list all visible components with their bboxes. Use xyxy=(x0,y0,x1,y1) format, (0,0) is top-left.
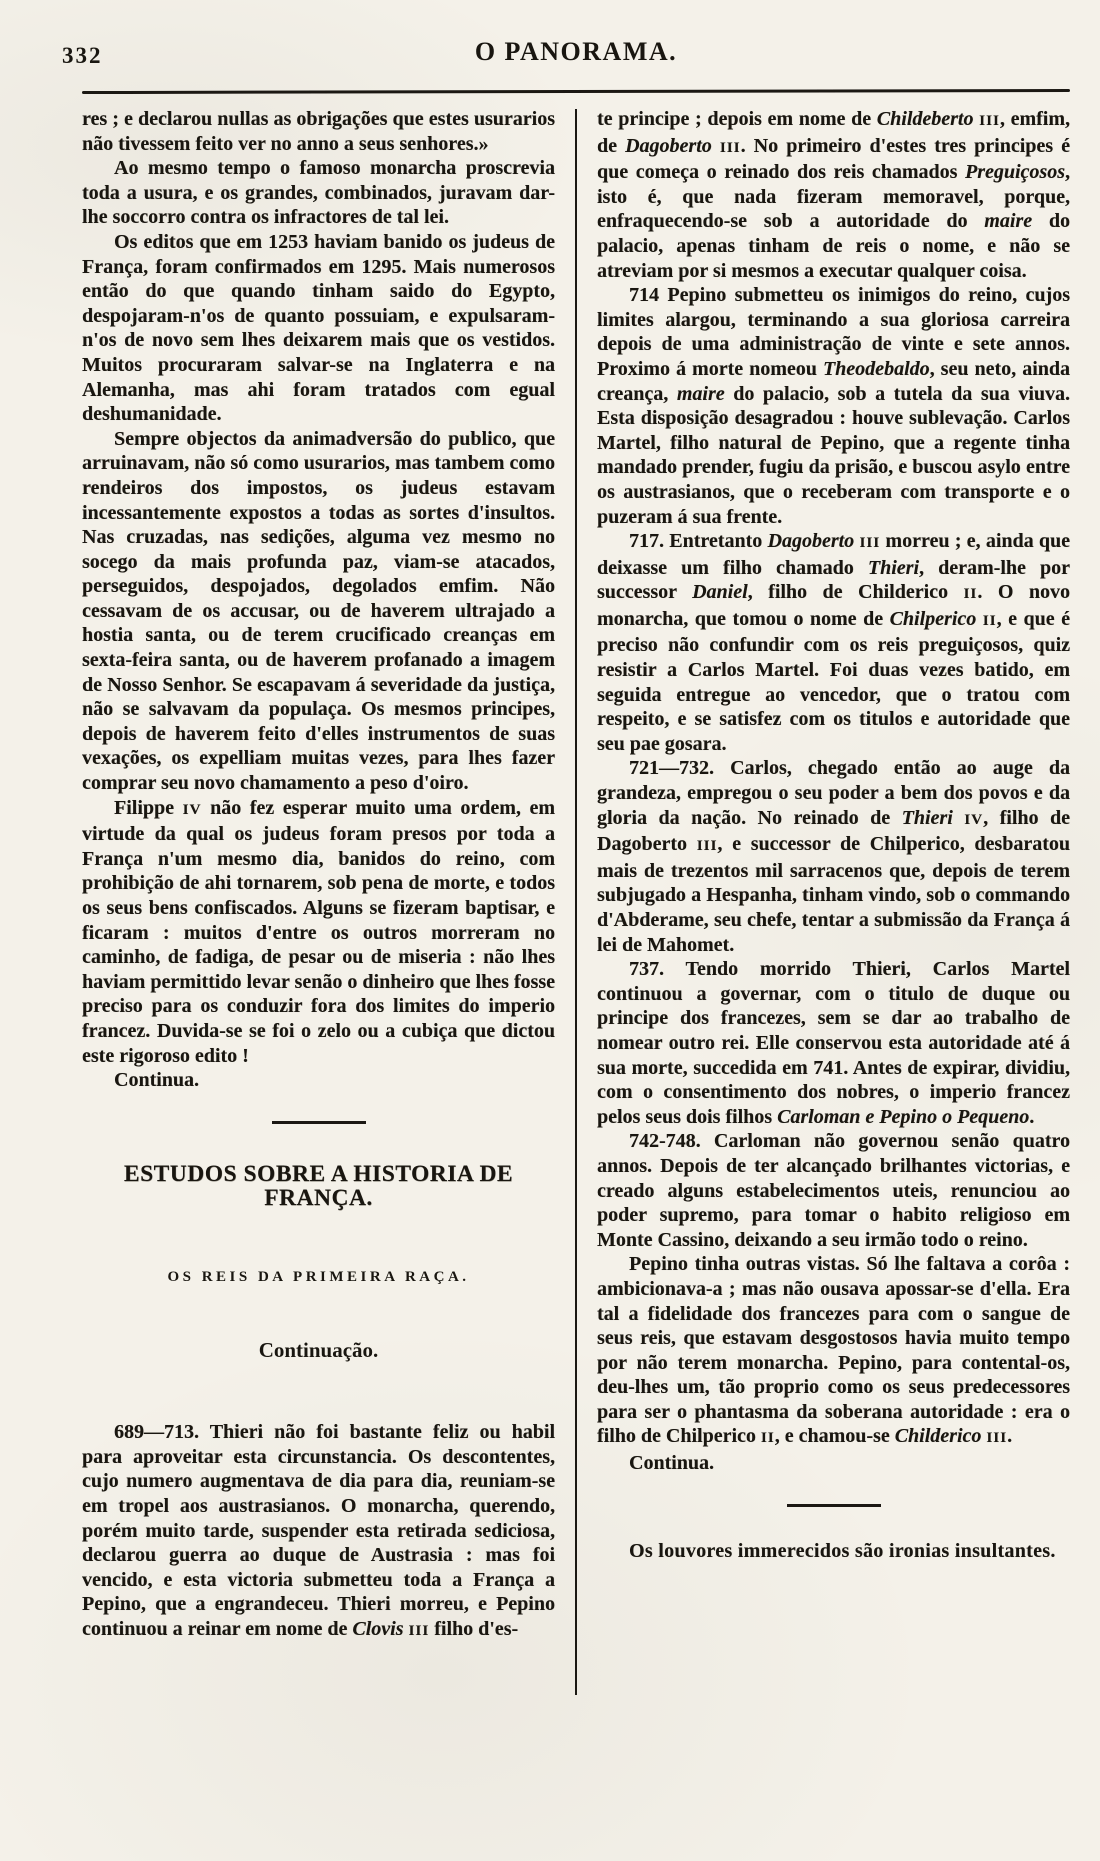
roman-numeral: III xyxy=(979,112,1000,129)
italic-text: Thieri xyxy=(901,806,953,829)
text-run: Ao mesmo tempo o famoso monarcha proscrevia toda a usura, e os grandes, combinados, juravam dar-lhe soccorro contra os infractores de tal lei. xyxy=(82,157,555,229)
text-run xyxy=(953,807,964,829)
text-run: , e chamou-se xyxy=(774,1425,895,1448)
section-subtitle: OS REIS DA PRIMEIRA RAÇA. xyxy=(167,1268,470,1285)
text-run: 721—732. Carlos, chegado então ao auge da grandeza, empregou o seu poder a bem dos povos e da gloria da nação. No reinado de xyxy=(597,757,1070,829)
italic-text: Childerico xyxy=(894,1425,982,1448)
text-run: . O novo monarcha, que tomou o nome de xyxy=(597,581,1070,630)
left-column xyxy=(82,107,555,1643)
text-columns xyxy=(82,107,1070,1643)
text-run: 714 Pepino submetteu os inimigos do reino, cujos limites alargou, terminando a sua gloriosa carreira depois de uma administração de vinte e sete annos. Proximo á morte nomeou xyxy=(597,284,1070,380)
italic-text: Carloman e Pepino o Pequeno xyxy=(777,1105,1030,1128)
roman-numeral: III xyxy=(986,1429,1008,1447)
italic-text: Daniel xyxy=(692,581,748,604)
italic-text: Theodebaldo xyxy=(822,357,930,380)
section-title: ESTUDOS SOBRE A HISTORIA DE FRANÇA. xyxy=(123,1160,514,1212)
section-divider-rule xyxy=(787,1504,881,1507)
italic-text: Dagoberto xyxy=(625,134,712,157)
roman-numeral: IV xyxy=(964,810,984,828)
italic-text: Thieri xyxy=(867,556,920,579)
text-run: 737. Tendo morrido Thieri, Carlos Martel continuou a governar, com o titulo de duque ou principe dos francezes, sem se dar ao trabalho de nomear outro rei. Elle conservou esta autoridade até á sua morte, succedida em 741. Antes de expirar, dividiu, com o consentimento dos nobres, o imperio francez pelos seus dois filhos xyxy=(597,958,1070,1128)
text-run: Filippe xyxy=(114,796,183,819)
continua-note: Continua. xyxy=(114,1069,200,1092)
text-run: 742-748. Carloman não governou senão quatro annos. Depois de ter alcançado brilhantes victorias, e creado alguns estabelecimentos uteis, renunciou ao poder supremo, para tomar o habito religioso em Monte Cassino, deixando a seu irmão todo o reino. xyxy=(597,1130,1070,1251)
text-run: morreu ; e, ainda que deixasse um filho chamado xyxy=(597,530,1071,579)
text-run: Sempre objectos da animadversão do publico, que arruinavam, não só como usurarios, mas tambem como rendeiros dos impostos, os judeus estavam incessantemente expostos a todas as sortes d'insultos. Nas cruzadas, nas sedições, alguma vez mesmo no socego da mais profunda paz, viam-se atacados, perseguidos, despojados, degolados emfim. Não cessavam de os accusar, ou de haverem ultrajado a hostia santa, ou de terem crucificado creanças em sexta-feira santa, ou de haverem profanado a imagem de Nosso Senhor. Se escapavam á severidade da justiça, não se salvavam da populaça. Os mesmos principes, depois de haverem feito d'elles instrumentos de suas vexações, os expelliam muitas vezes, para lhes fazer comprar seu novo chamamento a peso d'oiro. xyxy=(82,427,555,795)
page-header xyxy=(62,26,1070,78)
right-column xyxy=(597,107,1070,1643)
roman-numeral: II xyxy=(963,585,978,603)
italic-text: Chilperico xyxy=(889,607,977,630)
italic-text: Preguiçosos xyxy=(965,161,1065,184)
italic-text: Clovis xyxy=(352,1617,404,1640)
italic-text: Dagoberto xyxy=(767,530,855,553)
text-run: , deram-lhe por successor xyxy=(597,556,1070,604)
italic-text: maire xyxy=(984,210,1033,233)
italic-text: maire xyxy=(676,382,725,405)
roman-numeral: III xyxy=(408,1621,430,1639)
page-number: 332 xyxy=(62,43,103,68)
roman-numeral: II xyxy=(760,1429,775,1447)
italic-text: Childeberto xyxy=(876,108,974,130)
text-run: , e successor de Chilperico, desbaratou mais de trezentos mil sarracenos que, depois de terem subjugado a Hespanha, tinham vindo, sob o commando d'Abderame, seu chefe, tentar a submissão da França á lei de Mahomet. xyxy=(597,833,1070,956)
text-run: , e que é preciso não confundir com os reis preguiçosos, quiz resistir a Carlos Martel. Foi duas vezes batido, em seguida entregue ao vencedor, que o tratou com respeito, e se satisfez com os titulos e autoridade que seu pae gosara. xyxy=(597,607,1070,755)
page-title: O PANORAMA. xyxy=(474,37,678,66)
roman-numeral: IV xyxy=(182,800,202,818)
text-run: , isto é, que nada fizeram memoravel, porque, enfraquecendo-se sob a autoridade do xyxy=(597,161,1070,233)
text-run: do palacio, sob a tutela da sua viuva. Esta disposição desagradou : houve sublevação. Carlos Martel, filho natural de Pepino, que a regente tinha mandado prender, fugiu da prisão, e buscou asylo entre os austrasianos, que o receberam com transporte e o puzeram á sua frente. xyxy=(597,382,1070,528)
text-run: . xyxy=(1007,1425,1013,1448)
text-run: 717. Entretanto xyxy=(629,530,768,553)
paragraph xyxy=(82,230,555,427)
paragraph xyxy=(597,756,1070,957)
text-run: Pepino tinha outras vistas. Só lhe faltava a corôa : ambicionava-a ; mas não ousava apossar-se d'ella. Era tal a fidelidade dos francezes para com o sangue de seus reis, que estavam desgostosos havia muito tempo por não terem monarcha. Pepino, para contental-os, deu-lhes um, tão proprio como os seus predecessores para ser o phantasma da soberana autoridade : era o filho de Chilperico xyxy=(597,1253,1070,1448)
paragraph xyxy=(82,427,555,796)
text-run: do palacio, apenas tinham de reis o nome, e não se atreviam por si mesmos a executar qualquer coisa. xyxy=(597,210,1070,282)
text-run: res ; e declarou nullas as obrigações que estes usurarios não tivessem feito ver no anno a seus senhores.» xyxy=(82,108,555,155)
text-run: não fez esperar muito uma ordem, em virtude da qual os judeus foram presos por toda a França n'um mesmo dia, banidos do reino, com prohibição de ahi tornarem, sob pena de morte, e todos os seus bens confiscados. Alguns se fizeram baptisar, e ficaram : muitos d'entre os outros morreram no caminho, de fadiga, de pesar ou de miseria : não lhes haviam permittido levar senão o dinheiro que lhes fosse preciso para os conduzir fora dos limites do imperio francez. Duvida-se se foi o zelo ou a cubiça que dictou este rigoroso edito ! xyxy=(82,796,555,1067)
paragraph xyxy=(597,283,1070,529)
text-run: 689—713. Thieri não foi bastante feliz ou habil para aproveitar esta circunstancia. Os descontentes, cujo numero augmentava de dia para dia, reuniam-se em tropel aos austrasianos. O monarcha, querendo, porém muito tarde, suspender esta retirada sediciosa, declarou guerra ao duque de Austrasia : mas foi vencido, e esta victoria submetteu toda a França a Pepino, que a engrandeceu. Thieri morreu, e Pepino continuou a reinar em nome de xyxy=(82,1421,555,1640)
roman-numeral: III xyxy=(859,534,881,552)
text-run: , emfim, de xyxy=(597,108,1070,157)
column-divider-rule xyxy=(575,109,577,1695)
text-run: , seu neto, ainda creança, xyxy=(597,357,1070,405)
aphorism-paragraph xyxy=(597,1539,1070,1564)
paragraph xyxy=(597,1129,1070,1252)
text-run: Os louvores immerecidos são ironias insultantes. xyxy=(629,1539,1056,1562)
text-run: te principe ; depois em nome de xyxy=(597,108,877,130)
continuation-label: Continuação. xyxy=(258,1337,379,1362)
paragraph xyxy=(597,107,1070,283)
text-run: filho d'es- xyxy=(429,1617,519,1640)
continua-note: Continua. xyxy=(629,1452,715,1475)
paragraph xyxy=(82,1420,555,1643)
text-run xyxy=(712,135,720,157)
paragraph xyxy=(82,796,555,1069)
text-run: . xyxy=(1029,1105,1035,1128)
paragraph xyxy=(597,957,1070,1129)
section-divider-rule xyxy=(272,1121,366,1124)
text-run: . No primeiro d'estes tres principes é que começa o reinado dos reis chamados xyxy=(597,134,1070,184)
header-rule xyxy=(82,89,1070,94)
text-run: , filho de Childerico xyxy=(747,581,964,604)
paragraph xyxy=(82,107,555,156)
roman-numeral: II xyxy=(982,611,997,629)
roman-numeral: III xyxy=(719,138,741,156)
paragraph xyxy=(82,156,555,230)
text-run: , filho de Dagoberto xyxy=(597,806,1070,856)
paragraph xyxy=(597,529,1070,756)
text-run: Os editos que em 1253 haviam banido os judeus de França, foram confirmados em 1295. Mais numerosos então do que quando tinham saido do Egypto, despojaram-n'os de quanto possuiam, e expulsaram-n'os de novo sem lhes deixarem mais que os vestidos. Muitos procuraram salvar-se na Inglaterra e na Alemanha, mas ahi foram tratados com egual deshumanidade. xyxy=(82,230,555,426)
paragraph xyxy=(597,1252,1070,1451)
roman-numeral: III xyxy=(696,837,718,855)
